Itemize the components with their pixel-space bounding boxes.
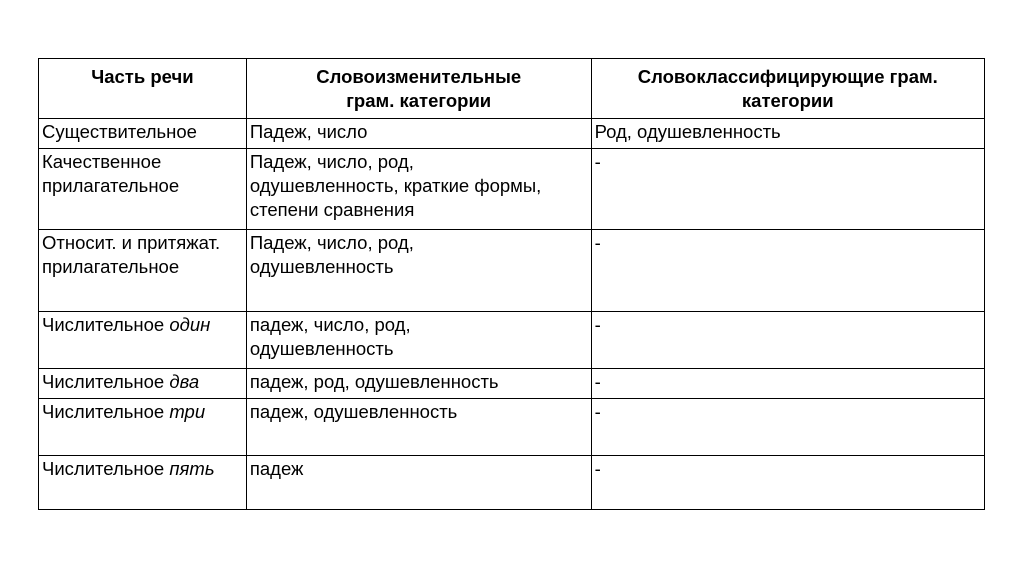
numeral-word: три — [169, 401, 206, 422]
part-of-speech-cell — [39, 119, 247, 149]
numeral-word: один — [169, 314, 211, 335]
part-of-speech-cell — [39, 399, 247, 456]
header-row — [39, 59, 985, 119]
table-row — [39, 119, 985, 149]
part-of-speech-text: Числительное — [42, 314, 170, 335]
classifying-cell: - — [591, 149, 984, 230]
table-row — [39, 456, 985, 510]
part-of-speech-cell — [39, 149, 247, 230]
header-classifying-categories: Словоклассифицирующие грам. категории — [591, 59, 984, 119]
part-of-speech-text: Числительное — [42, 401, 170, 422]
header-part-of-speech: Часть речи — [39, 59, 247, 119]
grammar-categories-table — [38, 58, 985, 510]
part-of-speech-text: Существительное — [42, 121, 197, 142]
inflectional-cell: падеж, одушевленность — [246, 399, 591, 456]
table-row — [39, 230, 985, 312]
part-of-speech-text: Числительное — [42, 371, 170, 392]
table-row — [39, 149, 985, 230]
classifying-cell: Род, одушевленность — [591, 119, 984, 149]
inflectional-cell: Падеж, число — [246, 119, 591, 149]
inflectional-cell: падеж, род, одушевленность — [246, 369, 591, 399]
part-of-speech-text: Числительное — [42, 458, 170, 479]
table-row — [39, 312, 985, 369]
table-row — [39, 369, 985, 399]
part-of-speech-cell — [39, 369, 247, 399]
classifying-cell: - — [591, 369, 984, 399]
part-of-speech-text: Относит. и притяжат. прилагательное — [42, 232, 221, 277]
inflectional-cell: Падеж, число, род, одушевленность, краткие формы, степени сравнения — [246, 149, 591, 230]
part-of-speech-cell — [39, 312, 247, 369]
inflectional-cell: падеж — [246, 456, 591, 510]
part-of-speech-cell — [39, 230, 247, 312]
classifying-cell: - — [591, 230, 984, 312]
classifying-cell: - — [591, 456, 984, 510]
part-of-speech-text: Качественное прилагательное — [42, 151, 180, 196]
numeral-word: два — [169, 371, 200, 392]
table-row — [39, 399, 985, 456]
numeral-word: пять — [169, 458, 215, 479]
inflectional-cell: падеж, число, род, одушевленность — [246, 312, 591, 369]
header-inflectional-categories: Словоизменительные грам. категории — [246, 59, 591, 119]
classifying-cell: - — [591, 399, 984, 456]
inflectional-cell: Падеж, число, род, одушевленность — [246, 230, 591, 312]
part-of-speech-cell — [39, 456, 247, 510]
classifying-cell: - — [591, 312, 984, 369]
